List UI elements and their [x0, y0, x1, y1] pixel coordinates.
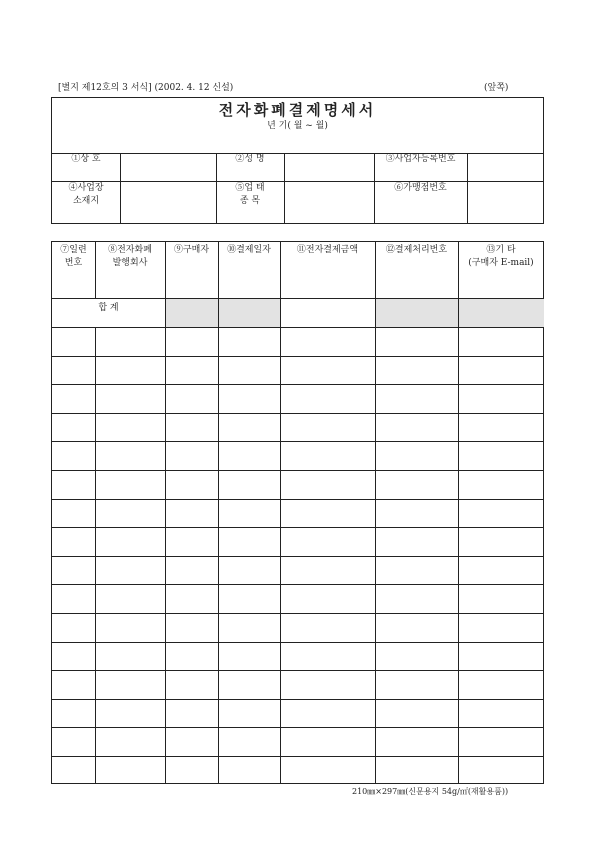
- table-cell[interactable]: [459, 442, 544, 470]
- table-cell[interactable]: [376, 614, 458, 642]
- table-cell[interactable]: [281, 585, 375, 613]
- table-row: [52, 442, 543, 470]
- table-cell[interactable]: [459, 328, 544, 356]
- table-cell[interactable]: [166, 500, 218, 528]
- table-cell[interactable]: [166, 757, 218, 785]
- table-cell[interactable]: [459, 671, 544, 699]
- total-label: 합 계: [98, 303, 119, 313]
- table-cell[interactable]: [53, 500, 95, 528]
- name-field[interactable]: [285, 154, 373, 181]
- table-cell[interactable]: [219, 414, 280, 442]
- table-cell[interactable]: [281, 385, 375, 413]
- column-header: [52, 244, 95, 270]
- title-area: [52, 98, 543, 154]
- address-label-line1: ④사업장: [68, 183, 104, 193]
- table-cell[interactable]: [96, 357, 165, 385]
- table-cell[interactable]: [281, 328, 375, 356]
- table-row: [52, 643, 543, 671]
- table-cell[interactable]: [459, 700, 544, 728]
- table-cell[interactable]: [376, 414, 458, 442]
- table-cell[interactable]: [219, 357, 280, 385]
- table-cell[interactable]: [53, 585, 95, 613]
- table-cell[interactable]: [219, 757, 280, 785]
- table-cell[interactable]: [53, 442, 95, 470]
- table-cell[interactable]: [219, 385, 280, 413]
- table-cell[interactable]: [281, 643, 375, 671]
- paper-spec: 210㎜×297㎜(신문용지 54g/㎡(재활용품)): [352, 787, 509, 796]
- table-cell[interactable]: [376, 471, 458, 499]
- table-cell[interactable]: [166, 671, 218, 699]
- table-cell[interactable]: [376, 557, 458, 585]
- table-cell[interactable]: [459, 557, 544, 585]
- table-cell[interactable]: [459, 500, 544, 528]
- table-row: [52, 700, 543, 728]
- table-cell[interactable]: [166, 414, 218, 442]
- table-cell[interactable]: [281, 471, 375, 499]
- table-cell[interactable]: [281, 357, 375, 385]
- table-cell[interactable]: [53, 671, 95, 699]
- table-cell[interactable]: [96, 614, 165, 642]
- table-cell[interactable]: [281, 757, 375, 785]
- header-info-box: [51, 97, 544, 224]
- business-type-label-line2: 종 목: [239, 196, 261, 206]
- trade-name-field[interactable]: [121, 154, 215, 181]
- table-cell[interactable]: [219, 328, 280, 356]
- name-label: ②성 명: [235, 154, 265, 164]
- table-row: [52, 728, 543, 756]
- column-header: [458, 244, 544, 270]
- form-title: 전자화폐결제명세서: [218, 101, 377, 119]
- table-cell[interactable]: [96, 585, 165, 613]
- table-cell[interactable]: [166, 700, 218, 728]
- table-cell[interactable]: [459, 414, 544, 442]
- table-cell[interactable]: [459, 385, 544, 413]
- table-cell[interactable]: [281, 442, 375, 470]
- table-cell[interactable]: [166, 385, 218, 413]
- table-cell[interactable]: [53, 471, 95, 499]
- column-header-line2: 발행회사: [112, 258, 148, 268]
- table-cell[interactable]: [96, 700, 165, 728]
- table-cell[interactable]: [281, 528, 375, 556]
- trade-name-label: ①상 호: [71, 154, 101, 164]
- column-header: [218, 244, 280, 257]
- column-header-line2: 번호: [64, 258, 83, 268]
- address-field[interactable]: [121, 183, 215, 223]
- column-header-line1: ⑨구매자: [173, 245, 210, 255]
- table-grid: [52, 242, 543, 783]
- row-divider: [52, 181, 543, 182]
- table-cell[interactable]: [281, 557, 375, 585]
- table-cell[interactable]: [96, 471, 165, 499]
- table-cell[interactable]: [219, 528, 280, 556]
- table-cell[interactable]: [376, 500, 458, 528]
- column-header: [95, 244, 165, 270]
- table-cell[interactable]: [281, 671, 375, 699]
- table-row: [52, 328, 543, 356]
- table-cell[interactable]: [166, 357, 218, 385]
- table-cell[interactable]: [376, 528, 458, 556]
- table-cell[interactable]: [376, 728, 458, 756]
- table-cell[interactable]: [376, 585, 458, 613]
- table-cell[interactable]: [96, 528, 165, 556]
- table-cell[interactable]: [166, 471, 218, 499]
- table-cell[interactable]: [376, 671, 458, 699]
- table-cell[interactable]: [219, 500, 280, 528]
- table-cell[interactable]: [281, 614, 375, 642]
- table-cell[interactable]: [376, 700, 458, 728]
- table-cell[interactable]: [219, 700, 280, 728]
- table-row: [52, 757, 543, 785]
- table-cell[interactable]: [96, 557, 165, 585]
- table-cell[interactable]: [96, 643, 165, 671]
- table-cell[interactable]: [166, 557, 218, 585]
- table-row: [52, 471, 543, 499]
- table-cell[interactable]: [281, 414, 375, 442]
- table-cell[interactable]: [376, 357, 458, 385]
- table-cell[interactable]: [376, 385, 458, 413]
- total-shaded-cell: [459, 299, 544, 327]
- table-cell[interactable]: [53, 328, 95, 356]
- business-type-label-line1: ⑤업 태: [235, 183, 265, 193]
- table-cell[interactable]: [459, 528, 544, 556]
- business-type-field[interactable]: [285, 183, 373, 223]
- table-cell[interactable]: [459, 471, 544, 499]
- table-cell[interactable]: [219, 643, 280, 671]
- table-cell[interactable]: [53, 414, 95, 442]
- table-cell[interactable]: [459, 357, 544, 385]
- table-cell[interactable]: [166, 728, 218, 756]
- table-cell[interactable]: [96, 328, 165, 356]
- table-row: [52, 385, 543, 413]
- biz-reg-no-field[interactable]: [468, 154, 544, 181]
- table-row: [52, 585, 543, 613]
- form-reference: [별지 제12호의 3 서식] (2002. 4. 12 신설): [58, 83, 234, 93]
- table-cell[interactable]: [96, 414, 165, 442]
- table-cell[interactable]: [219, 728, 280, 756]
- column-header-line1: ⑧전자화폐: [108, 245, 152, 255]
- table-cell[interactable]: [53, 757, 95, 785]
- total-shaded-cell: [376, 299, 458, 327]
- column-header-line1: ⑬기 타: [486, 245, 516, 255]
- biz-reg-no-label: ③사업자등록번호: [385, 154, 456, 164]
- table-cell[interactable]: [166, 614, 218, 642]
- table-cell[interactable]: [376, 328, 458, 356]
- column-header-line2: (구매자 E-mail): [468, 258, 534, 268]
- page-side-label: (앞쪽): [484, 83, 509, 93]
- merchant-no-field[interactable]: [468, 183, 544, 223]
- table-cell[interactable]: [459, 757, 544, 785]
- table-cell[interactable]: [53, 728, 95, 756]
- table-cell[interactable]: [281, 728, 375, 756]
- total-shaded-cell: [166, 299, 218, 327]
- table-cell[interactable]: [166, 328, 218, 356]
- address-label-line2: 소재지: [72, 196, 100, 206]
- table-row: [52, 414, 543, 442]
- table-cell[interactable]: [96, 385, 165, 413]
- table-row: [52, 614, 543, 642]
- table-cell[interactable]: [219, 585, 280, 613]
- column-header: [165, 244, 218, 257]
- table-cell[interactable]: [96, 442, 165, 470]
- table-cell[interactable]: [459, 614, 544, 642]
- table-cell[interactable]: [281, 700, 375, 728]
- table-cell[interactable]: [459, 585, 544, 613]
- table-cell[interactable]: [53, 643, 95, 671]
- table-cell[interactable]: [219, 557, 280, 585]
- total-shaded-cell: [219, 299, 280, 327]
- table-cell[interactable]: [219, 471, 280, 499]
- table-cell[interactable]: [96, 671, 165, 699]
- table-cell[interactable]: [166, 442, 218, 470]
- column-header-line1: ⑪전자결제금액: [296, 245, 359, 255]
- table-cell[interactable]: [281, 500, 375, 528]
- table-cell[interactable]: [459, 728, 544, 756]
- payment-detail-table: [51, 241, 544, 784]
- table-cell[interactable]: [219, 671, 280, 699]
- table-row: [52, 557, 543, 585]
- table-cell[interactable]: [96, 500, 165, 528]
- table-cell[interactable]: [219, 442, 280, 470]
- table-cell[interactable]: [96, 757, 165, 785]
- column-header: [280, 244, 375, 257]
- business-type-label: [216, 182, 284, 208]
- column-header: [375, 244, 458, 257]
- table-cell[interactable]: [376, 757, 458, 785]
- table-cell[interactable]: [166, 585, 218, 613]
- table-cell[interactable]: [376, 442, 458, 470]
- table-cell[interactable]: [459, 643, 544, 671]
- address-label: [52, 182, 120, 208]
- table-cell[interactable]: [166, 643, 218, 671]
- table-cell[interactable]: [53, 614, 95, 642]
- table-cell[interactable]: [376, 643, 458, 671]
- period-line: 년 기( 월 ~ 월): [267, 121, 328, 131]
- column-header-line1: ⑩결제일자: [227, 245, 271, 255]
- merchant-no-label: ⑥가맹점번호: [394, 183, 447, 193]
- table-row: [52, 357, 543, 385]
- column-header-line1: ⑫결제처리번호: [385, 245, 448, 255]
- row-divider: [52, 298, 543, 299]
- table-cell[interactable]: [53, 700, 95, 728]
- column-header-line1: ⑦일련: [60, 245, 87, 255]
- table-cell[interactable]: [219, 614, 280, 642]
- table-row: [52, 671, 543, 699]
- table-cell[interactable]: [96, 728, 165, 756]
- table-row: [52, 528, 543, 556]
- table-cell[interactable]: [53, 528, 95, 556]
- table-cell[interactable]: [166, 528, 218, 556]
- table-row: [52, 500, 543, 528]
- table-cell[interactable]: [53, 357, 95, 385]
- table-cell[interactable]: [53, 385, 95, 413]
- table-cell[interactable]: [53, 557, 95, 585]
